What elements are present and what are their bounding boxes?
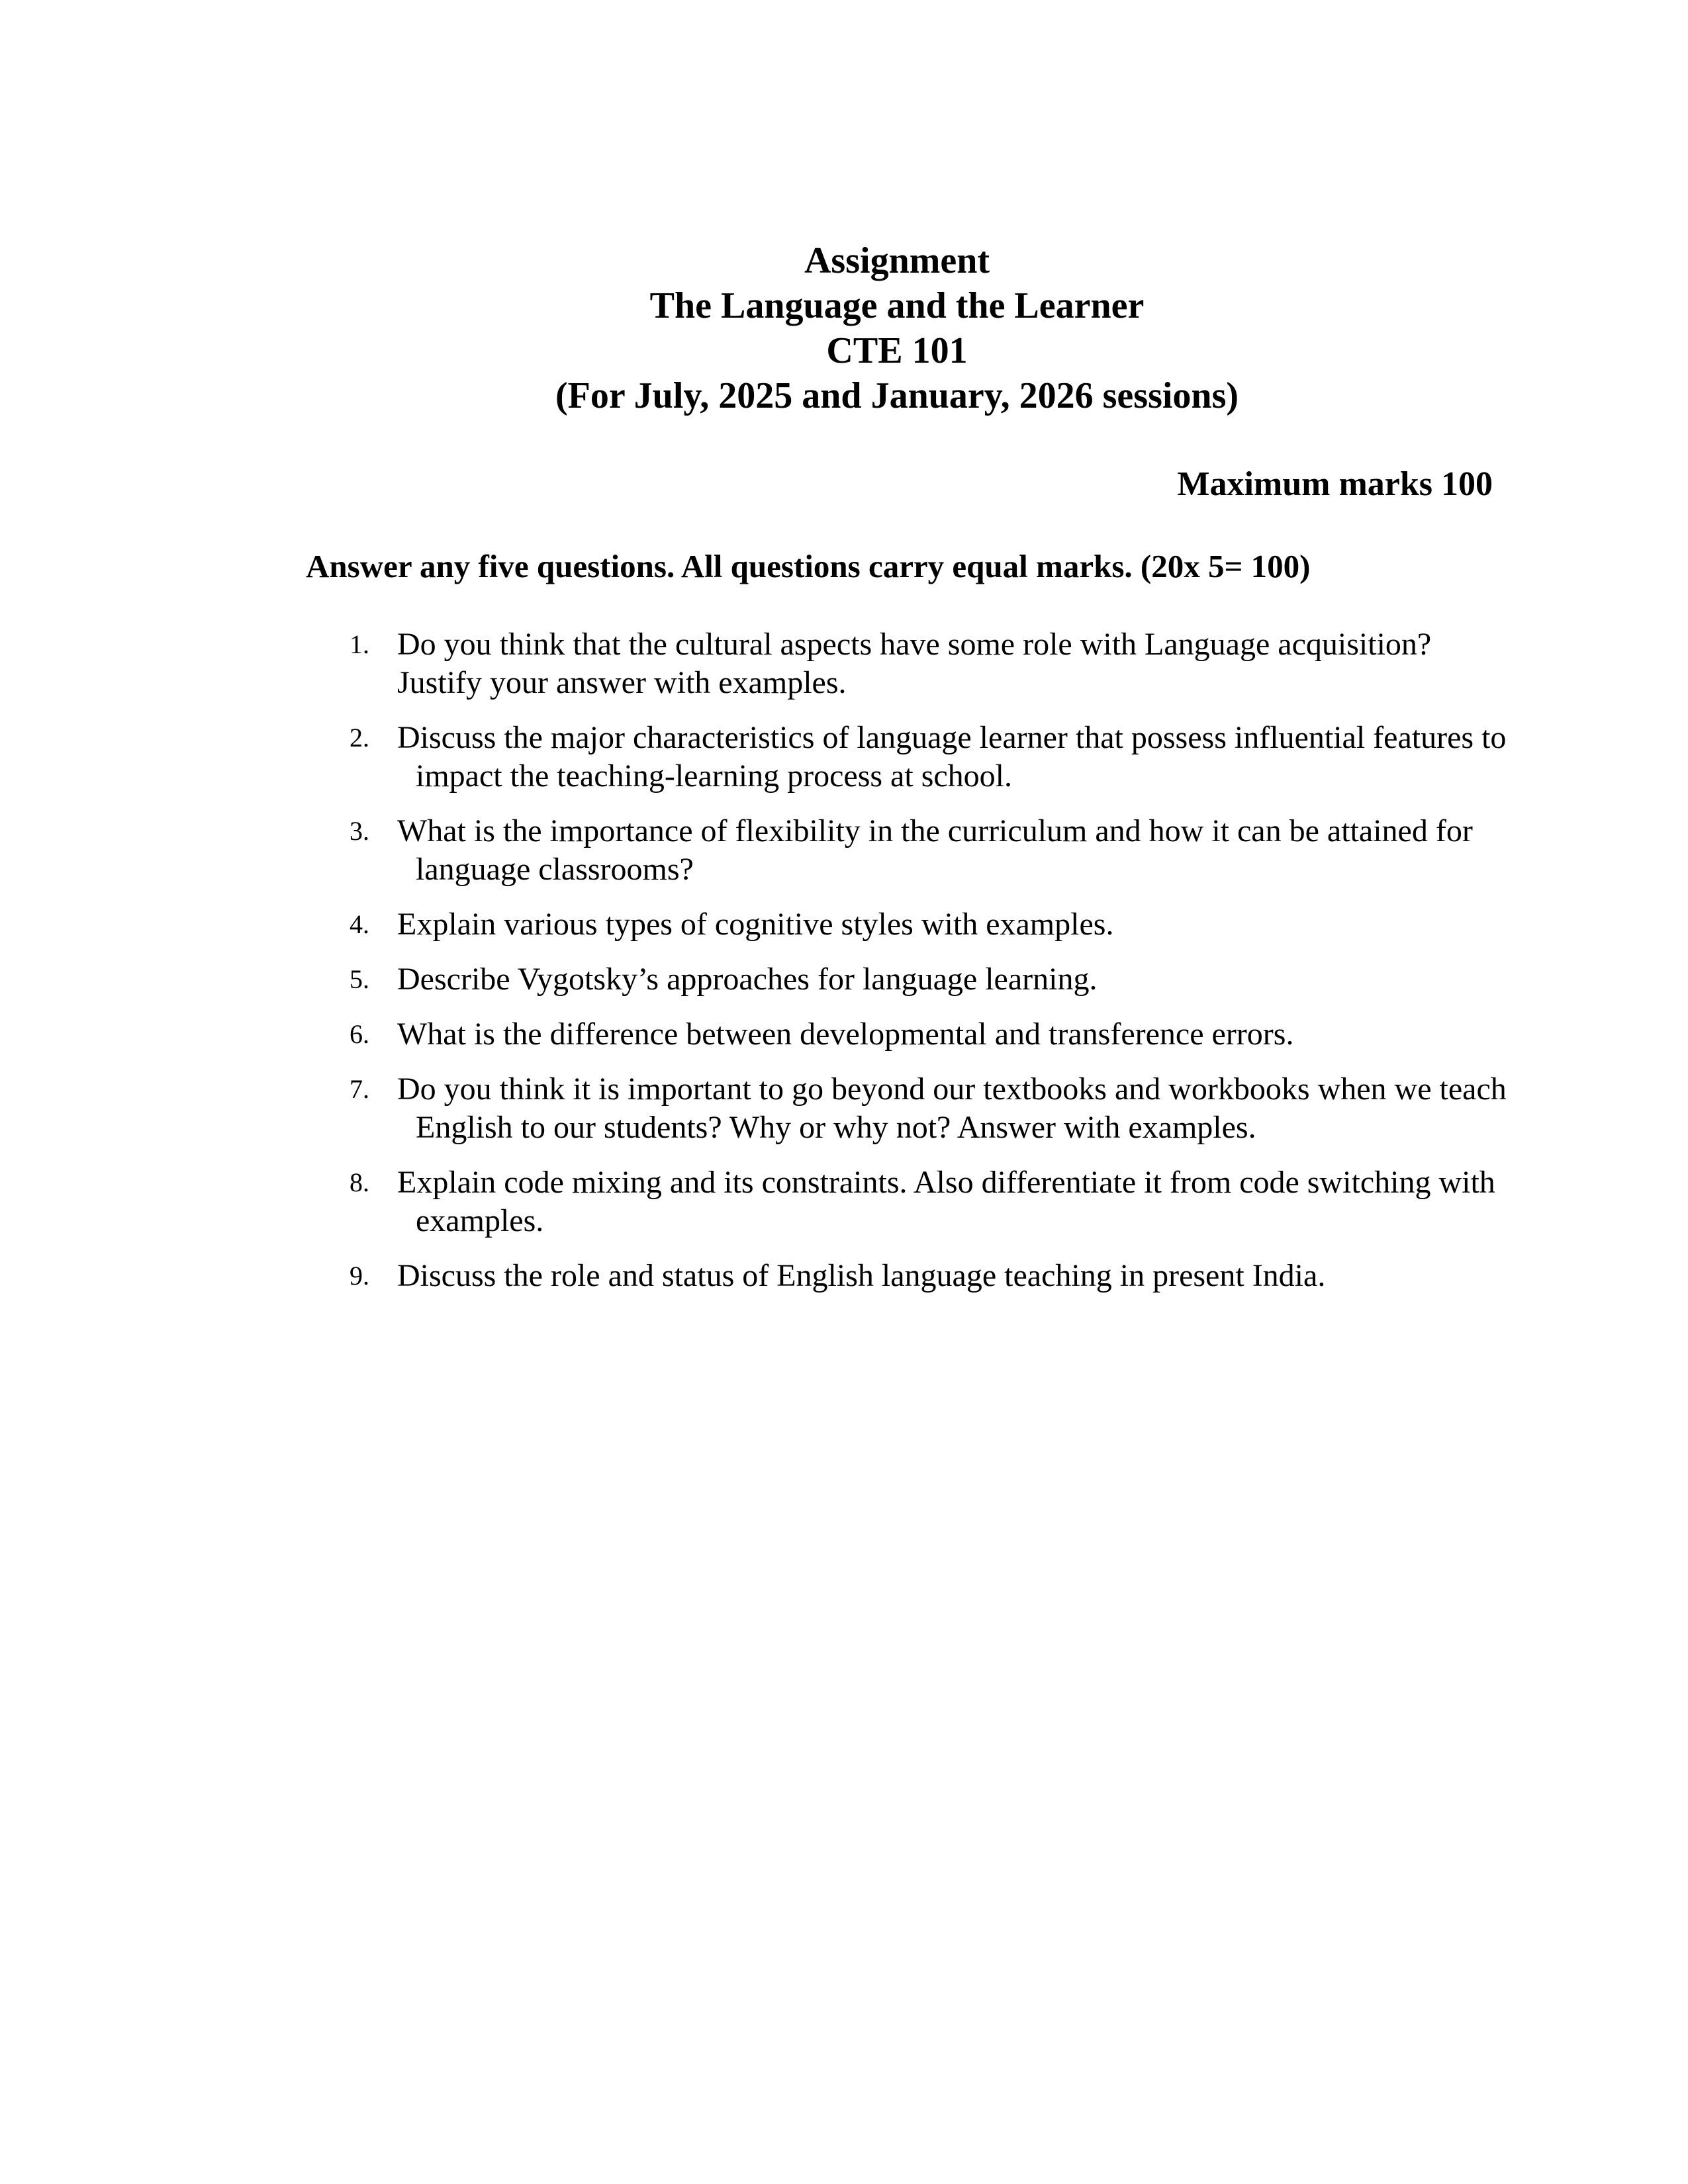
question-number: 3. xyxy=(350,816,369,846)
title-block xyxy=(0,238,1688,418)
question-text: Discuss the role and status of English language teaching in present India. xyxy=(397,1258,1326,1293)
question-number: 7. xyxy=(350,1074,369,1104)
question-text: Describe Vygotsky’s approaches for language learning. xyxy=(397,962,1098,997)
question-item xyxy=(0,625,1688,702)
question-number: 2. xyxy=(350,723,369,752)
question-text: What is the importance of flexibility in the curriculum and how it can be attained for language classrooms? xyxy=(397,813,1473,887)
question-text: Explain various types of cognitive styles with examples. xyxy=(397,907,1114,942)
question-number: 4. xyxy=(350,909,369,939)
question-item xyxy=(0,1257,1688,1295)
question-text: Do you think that the cultural aspects have some role with Language acquisition? Justify your answer with examples. xyxy=(397,627,1432,700)
question-number: 8. xyxy=(350,1167,369,1197)
question-item xyxy=(0,719,1688,796)
question-item xyxy=(0,905,1688,944)
question-item xyxy=(0,960,1688,999)
question-item xyxy=(0,1163,1688,1240)
instructions: Answer any five questions. All questions carry equal marks. (20x 5= 100) xyxy=(306,548,1311,584)
question-item xyxy=(0,1015,1688,1054)
maximum-marks: Maximum marks 100 xyxy=(1177,465,1493,503)
question-number: 6. xyxy=(350,1019,369,1049)
question-list xyxy=(0,625,1688,1312)
question-text: Do you think it is important to go beyond our textbooks and workbooks when we teach English to our students? Why or why not? Answer with examples. xyxy=(397,1071,1507,1145)
question-item xyxy=(0,812,1688,889)
question-number: 1. xyxy=(350,629,369,659)
question-item xyxy=(0,1070,1688,1147)
question-text: What is the difference between developmental and transference errors. xyxy=(397,1017,1294,1052)
question-number: 9. xyxy=(350,1261,369,1291)
question-text: Explain code mixing and its constraints. Also differentiate it from code switching with examples. xyxy=(397,1165,1495,1238)
course-name: The Language and the Learner xyxy=(649,285,1145,326)
document-title: Assignment xyxy=(804,240,990,281)
sessions-line: (For July, 2025 and January, 2026 sessions) xyxy=(555,375,1239,416)
question-number: 5. xyxy=(350,964,369,994)
course-code: CTE 101 xyxy=(826,330,968,371)
question-text: Discuss the major characteristics of language learner that possess influential features to impact the teaching-learning process at school. xyxy=(397,720,1507,794)
